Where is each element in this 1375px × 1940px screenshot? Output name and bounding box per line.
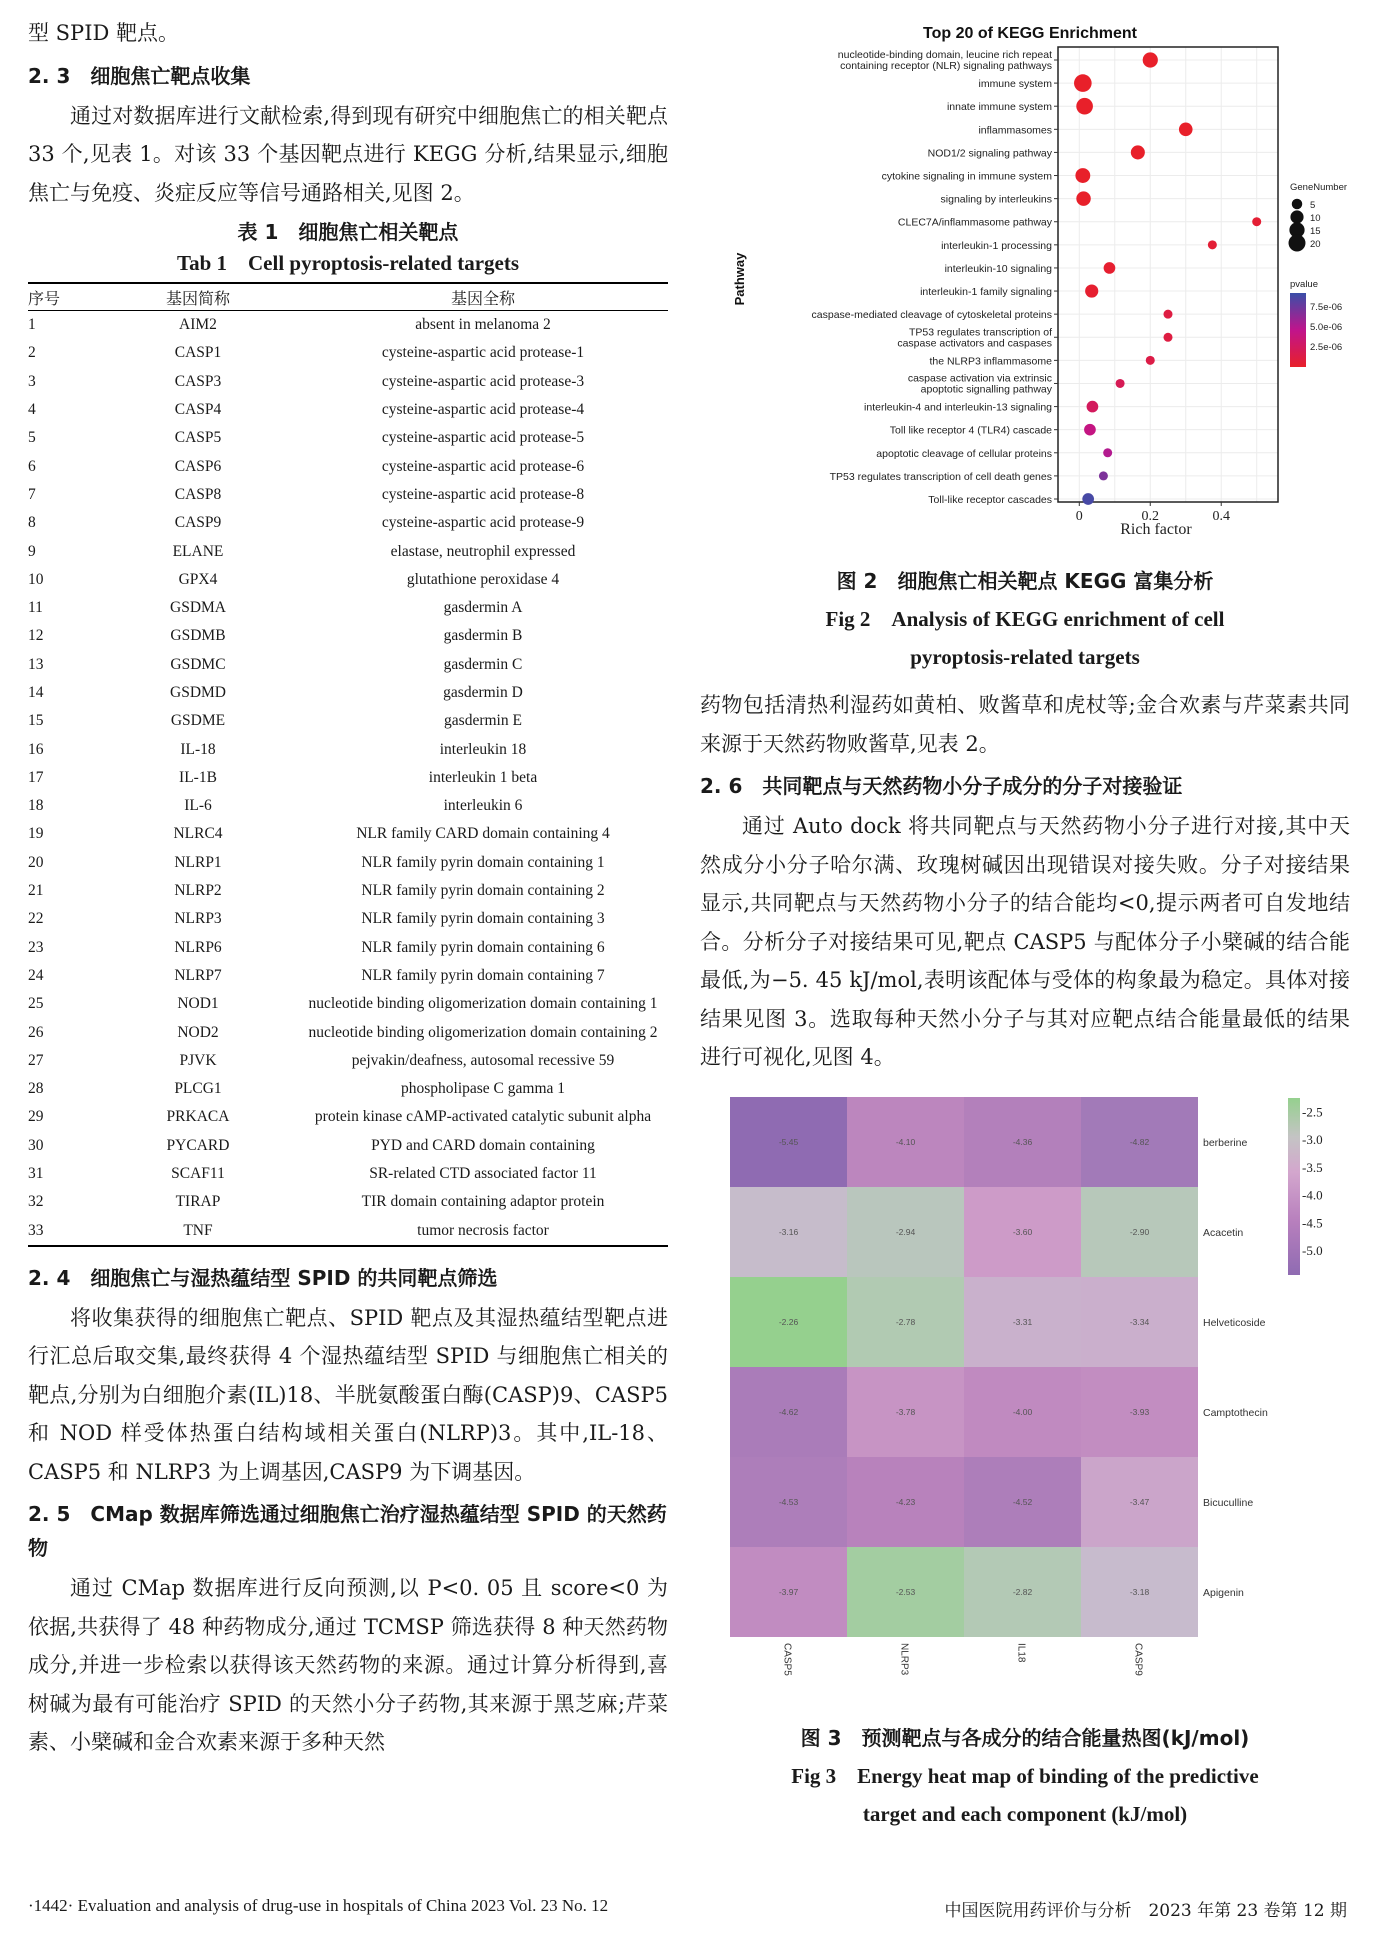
pathway-label: caspase activators and caspases: [897, 337, 1052, 350]
cell-gene-abbr: NLRP7: [174, 966, 222, 984]
cell-gene-fullname: glutathione peroxidase 4: [406, 570, 560, 588]
table-row: [28, 1217, 668, 1246]
fig3-caption-cn: 图 3 预测靶点与各成分的结合能量热图(kJ/mol): [800, 1725, 1250, 1750]
cell-gene-abbr: CASP9: [174, 514, 222, 532]
cell-gene-fullname: nucleotide binding oligomerization domain containing 1: [308, 995, 658, 1013]
pathway-label: apoptotic cleavage of cellular proteins: [876, 447, 1052, 460]
data-point: [1252, 217, 1261, 226]
cell-value-label: -2.90: [1129, 1226, 1150, 1237]
cell-value-label: -4.23: [895, 1496, 916, 1507]
colorbar-ticks: [1302, 1104, 1323, 1258]
cell-gene-abbr: GSDMB: [170, 627, 226, 645]
pathway-label: interleukin-1 processing: [941, 239, 1052, 252]
cell-gene-fullname: gasdermin E: [444, 712, 522, 730]
cell-value-label: -2.78: [895, 1316, 916, 1327]
data-point: [1131, 145, 1145, 159]
cell-gene-abbr: ELANE: [172, 542, 224, 560]
cell-gene-fullname: cysteine-aspartic acid protease-3: [381, 372, 585, 390]
cell-index: 26: [28, 1023, 44, 1041]
cell-index: 25: [28, 995, 44, 1013]
cell-value-label: -4.52: [1012, 1496, 1033, 1507]
cell-index: 3: [28, 372, 36, 390]
table-row: [28, 1160, 668, 1188]
pathway-label: innate immune system: [946, 101, 1052, 114]
cell-gene-abbr: PRKACA: [166, 1108, 230, 1126]
table-row: [28, 934, 668, 962]
cell-value-label: -5.45: [778, 1136, 799, 1147]
table-row: [28, 537, 668, 565]
pathway-label: interleukin-4 and interleukin-13 signaling: [864, 401, 1052, 414]
cell-gene-fullname: NLR family pyrin domain containing 6: [361, 938, 605, 956]
table-row: [28, 679, 668, 707]
pathway-label: nucleotide-binding domain, leucine rich repeat: [837, 49, 1052, 61]
table-body: [28, 311, 668, 1246]
cell-value-label: -4.10: [895, 1136, 916, 1147]
cell-value-label: -3.78: [895, 1406, 916, 1417]
cell-gene-fullname: phospholipase C gamma 1: [400, 1080, 566, 1098]
cell-gene-abbr: PLCG1: [174, 1080, 222, 1098]
pathway-label: cytokine signaling in immune system: [881, 170, 1052, 183]
cell-gene-fullname: SR-related CTD associated factor 11: [369, 1165, 597, 1183]
cell-value-label: -3.60: [1012, 1226, 1033, 1237]
table-1: [28, 282, 668, 1247]
data-point: [1208, 240, 1217, 249]
legend: [1289, 182, 1348, 367]
table-header-row: [28, 283, 668, 311]
cell-index: 2: [28, 344, 36, 362]
row-label: Acacetin: [1203, 1226, 1244, 1239]
cell-gene-abbr: PJVK: [179, 1051, 217, 1069]
fig3-caption-en-2: target and each component (kJ/mol): [862, 1801, 1188, 1826]
cell-value-label: -3.34: [1129, 1316, 1150, 1327]
data-point: [1076, 191, 1090, 205]
footer-journal-cn: 中国医院用药评价与分析 2023 年第 23 卷第 12 期: [944, 1901, 1347, 1921]
cell-index: 9: [28, 542, 36, 560]
size-legend-dot: [1292, 199, 1302, 209]
data-point: [1179, 123, 1193, 137]
data-point: [1104, 262, 1116, 274]
cell-gene-fullname: gasdermin D: [443, 684, 523, 701]
cell-gene-fullname: interleukin 18: [439, 740, 527, 758]
table-row: [28, 1047, 668, 1075]
data-point: [1076, 98, 1093, 115]
pathway-label: interleukin-1 family signaling: [920, 286, 1052, 299]
cell-gene-fullname: NLR family CARD domain containing 4: [356, 825, 610, 843]
cell-gene-abbr: NLRP1: [174, 853, 222, 871]
table-row: [28, 735, 668, 763]
table-row: [28, 594, 668, 622]
section-2-4-title: 2. 4 细胞焦亡与湿热蕴结型 SPID 的共同靶点筛选: [28, 1265, 498, 1290]
data-point: [1085, 284, 1098, 297]
header-index: 序号: [28, 283, 98, 311]
x-tick-label: 0.2: [1141, 509, 1160, 524]
row-label: Camptothecin: [1203, 1406, 1268, 1419]
cell-index: 14: [28, 684, 44, 701]
cell-index: 19: [28, 825, 44, 843]
cell-index: 28: [28, 1080, 44, 1098]
colorbar-tick-label: 7.5e-06: [1310, 302, 1343, 313]
cell-value-label: -2.53: [895, 1586, 916, 1597]
table-row: [28, 481, 668, 509]
pvalue-colorbar: [1290, 293, 1306, 367]
binding-energy-heatmap: [700, 1085, 1350, 1705]
cell-index: 15: [28, 712, 44, 730]
cell-value-label: -3.31: [1012, 1316, 1033, 1327]
column-labels: [782, 1643, 1144, 1676]
cell-gene-abbr: AIM2: [179, 316, 217, 334]
colorbar-tick-label: -2.5: [1302, 1103, 1323, 1119]
row-label: Bicuculline: [1203, 1496, 1254, 1509]
section-2-5-paragraph: 通过 CMap 数据库进行反向预测,以 P<0. 05 且 score<0 为依据,共获得了 48 种药物成分,通过 TCMSP 筛选获得 8 种天然药物成分,并进一步检索以获得该天然药物的来源。通过计算分析得到,喜树碱为最有可能治疗 SPID 的天然小分子药物,其来源于黑芝麻;芹菜素、小檗碱和金合欢素来源于多种天然: [28, 1576, 668, 1755]
cell-value-label: -3.47: [1129, 1496, 1150, 1507]
pathway-label: apoptotic signalling pathway: [920, 383, 1052, 396]
pathway-label: TP53 regulates transcription of cell death genes: [829, 470, 1052, 483]
row-label: berberine: [1203, 1136, 1248, 1149]
cell-gene-fullname: interleukin 1 beta: [428, 768, 538, 786]
section-2-6-title: 2. 6 共同靶点与天然药物小分子成分的分子对接验证: [700, 774, 1183, 798]
cell-gene-fullname: PYD and CARD domain containing: [371, 1136, 595, 1154]
column-label: IL18: [1015, 1642, 1027, 1662]
header-fullname: 基因全称: [298, 283, 668, 311]
cell-index: 31: [28, 1165, 44, 1183]
table-row: [28, 622, 668, 650]
colorbar-tick-label: 5.0e-06: [1310, 322, 1343, 333]
data-point: [1116, 379, 1125, 388]
fig2-caption-en-1: Fig 2 Analysis of KEGG enrichment of cell: [825, 607, 1225, 631]
cell-index: 29: [28, 1108, 44, 1126]
data-point: [1146, 356, 1155, 365]
table-row: [28, 849, 668, 877]
data-point: [1103, 448, 1112, 457]
pathway-label: interleukin-10 signaling: [944, 262, 1052, 275]
cell-index: 7: [28, 485, 36, 503]
cell-index: 18: [28, 797, 44, 815]
table-row: [28, 962, 668, 990]
table-row: [28, 651, 668, 679]
cell-gene-fullname: pejvakin/deafness, autosomal recessive 59: [351, 1051, 615, 1069]
section-2-5-title: 2. 5 CMap 数据库筛选通过细胞焦亡治疗湿热蕴结型 SPID 的天然药物: [28, 1502, 667, 1561]
cell-gene-abbr: CASP5: [174, 429, 222, 447]
cell-gene-fullname: NLR family pyrin domain containing 1: [361, 853, 605, 871]
cell-index: 10: [28, 570, 44, 588]
colorbar-tick-label: 2.5e-06: [1310, 342, 1343, 353]
cell-gene-abbr: GSDMD: [170, 684, 226, 701]
cell-gene-fullname: gasdermin A: [443, 599, 523, 617]
cell-index: 27: [28, 1051, 44, 1069]
cell-gene-fullname: protein kinase cAMP-activated catalytic subunit alpha: [314, 1108, 652, 1126]
cell-gene-abbr: GSDMC: [170, 655, 226, 673]
cell-index: 8: [28, 514, 36, 532]
cell-gene-abbr: CASP4: [174, 401, 222, 419]
colorbar-ticks: [1310, 302, 1342, 353]
cell-gene-abbr: TNF: [98, 1217, 298, 1246]
cell-value-label: -4.62: [778, 1406, 799, 1417]
size-legend-label: 10: [1310, 213, 1321, 224]
cell-index: 12: [28, 627, 44, 645]
chart-title: Top 20 of KEGG Enrichment: [923, 25, 1137, 42]
heatmap-colorbar: [1288, 1098, 1300, 1275]
cell-value-label: -4.00: [1012, 1406, 1033, 1417]
size-legend: [1289, 199, 1321, 252]
cell-gene-abbr: CASP1: [174, 344, 222, 362]
x-tick-label: 0: [1075, 509, 1083, 524]
cell-value-label: -2.26: [778, 1316, 799, 1327]
colorbar-tick-label: -4.0: [1302, 1187, 1323, 1203]
table-row: [28, 1188, 668, 1216]
pathway-label: containing receptor (NLR) signaling pathways: [840, 60, 1052, 72]
table-row: [28, 820, 668, 848]
cell-gene-abbr: IL-18: [180, 740, 216, 758]
cell-index: 32: [28, 1193, 44, 1211]
table-row: [28, 905, 668, 933]
cell-gene-fullname: cysteine-aspartic acid protease-1: [381, 344, 585, 362]
pathway-label: CLEC7A/inflammasome pathway: [897, 216, 1052, 229]
cell-value-label: -3.97: [778, 1586, 799, 1597]
table-row: [28, 509, 668, 537]
cell-gene-abbr: GPX4: [178, 570, 218, 588]
cell-gene-abbr: IL-1B: [179, 768, 217, 786]
cell-gene-abbr: GSDMA: [170, 599, 226, 617]
header-abbr: 基因简称: [98, 283, 298, 311]
intro-text: 型 SPID 靶点。: [28, 21, 179, 45]
table-row: [28, 877, 668, 905]
pathway-labels: [812, 49, 1058, 506]
data-point: [1084, 424, 1096, 436]
cell-index: 11: [28, 599, 43, 617]
data-point: [1075, 168, 1090, 183]
fig2-caption-en-2: pyroptosis-related targets: [910, 645, 1140, 669]
cell-index: 24: [28, 966, 44, 984]
cell-value-label: -3.18: [1129, 1586, 1150, 1597]
pathway-label: caspase-mediated cleavage of cytoskeletal proteins: [811, 309, 1052, 322]
table-row: [28, 424, 668, 452]
legend-color-title: pvalue: [1290, 279, 1318, 290]
cell-gene-fullname: nucleotide binding oligomerization domain containing 2: [308, 1023, 658, 1041]
cell-value-label: -2.94: [895, 1226, 916, 1237]
column-label: NLRP3: [898, 1642, 910, 1675]
kegg-enrichment-chart: [700, 14, 1350, 544]
pathway-label: caspase activation via extrinsic: [907, 372, 1052, 385]
table-row: [28, 1075, 668, 1103]
colorbar-tick-label: -5.0: [1302, 1242, 1323, 1258]
data-points: [1074, 52, 1261, 504]
cell-index: 30: [28, 1136, 44, 1154]
pathway-label: Toll-like receptor cascades: [928, 494, 1052, 506]
cell-gene-abbr: IL-6: [184, 797, 212, 815]
size-legend-label: 15: [1310, 226, 1321, 237]
cell-gene-fullname: interleukin 6: [443, 797, 523, 815]
x-axis-label: Rich factor: [1120, 521, 1192, 538]
data-point: [1143, 52, 1158, 67]
pathway-label: Toll like receptor 4 (TLR4) cascade: [889, 424, 1052, 437]
column-label: CASP5: [781, 1642, 793, 1676]
cell-gene-abbr: PYCARD: [166, 1136, 230, 1154]
cell-value-label: -2.82: [1012, 1586, 1033, 1597]
table-row: [28, 368, 668, 396]
cell-gene-fullname: cysteine-aspartic acid protease-6: [381, 457, 585, 475]
cell-gene-abbr: NLRP6: [174, 938, 222, 956]
cell-index: 23: [28, 938, 44, 956]
left-column: [28, 14, 668, 1762]
table-row: [28, 1132, 668, 1160]
cell-index: 33: [28, 1217, 98, 1246]
cell-index: 6: [28, 457, 36, 475]
section-2-3-paragraph: 通过对数据库进行文献检索,得到现有研究中细胞焦亡的相关靶点 33 个,见表 1。对该 33 个基因靶点进行 KEGG 分析,结果显示,细胞焦亡与免疫、炎症反应等信号通路相关,见图 2。: [28, 103, 668, 205]
cell-index: 13: [28, 655, 44, 673]
data-point: [1099, 471, 1108, 480]
cell-gene-fullname: gasdermin C: [443, 655, 523, 673]
cell-gene-abbr: SCAF11: [171, 1165, 225, 1183]
cell-index: 16: [28, 740, 44, 758]
section-2-3-title: 2. 3 细胞焦亡靶点收集: [28, 63, 251, 88]
continued-paragraph: 药物包括清热利湿药如黄柏、败酱草和虎杖等;金合欢素与芹菜素共同来源于天然药物败酱草,见表 2。: [700, 693, 1350, 756]
table1-caption-cn: 表 1 细胞焦亡相关靶点: [237, 220, 459, 244]
pathway-label: the NLRP3 inflammasome: [929, 355, 1052, 368]
table-row: [28, 990, 668, 1018]
cell-gene-fullname: cysteine-aspartic acid protease-5: [381, 429, 585, 447]
cell-gene-abbr: NOD1: [177, 995, 219, 1013]
data-point: [1163, 310, 1172, 319]
colorbar-tick-label: -3.5: [1302, 1159, 1323, 1175]
cell-gene-abbr: TIRAP: [175, 1193, 221, 1211]
size-legend-dot: [1289, 235, 1306, 252]
cell-gene-abbr: CASP8: [174, 485, 222, 503]
cell-value-label: -3.93: [1129, 1406, 1150, 1417]
table-row: [28, 1018, 668, 1046]
cell-gene-fullname: cysteine-aspartic acid protease-4: [381, 401, 585, 419]
column-label: CASP9: [1132, 1642, 1144, 1676]
pathway-label: NOD1/2 signaling pathway: [927, 147, 1052, 160]
table1-caption-en: Tab 1 Cell pyroptosis-related targets: [176, 251, 520, 275]
cell-index: 20: [28, 853, 44, 871]
cell-gene-fullname: NLR family pyrin domain containing 3: [361, 910, 605, 928]
size-legend-label: 5: [1310, 200, 1316, 211]
cell-gene-fullname: NLR family pyrin domain containing 7: [361, 966, 605, 984]
size-legend-label: 20: [1310, 239, 1321, 250]
data-point: [1163, 333, 1172, 342]
data-point: [1087, 401, 1099, 413]
cell-gene-abbr: NLRP3: [174, 910, 222, 928]
table-row: [28, 707, 668, 735]
cell-gene-fullname: elastase, neutrophil expressed: [390, 542, 576, 560]
data-point: [1074, 74, 1092, 92]
table-row: [28, 792, 668, 820]
cell-value-label: -4.82: [1129, 1136, 1150, 1147]
cell-gene-abbr: GSDME: [170, 712, 226, 730]
cell-gene-abbr: NLRP2: [174, 882, 222, 900]
section-2-4-paragraph: 将收集获得的细胞焦亡靶点、SPID 靶点及其湿热蕴结型靶点进行汇总后取交集,最终获得 4 个湿热蕴结型 SPID 与细胞焦亡相关的靶点,分别为白细胞介素(IL)18、半胱氨酸蛋白酶(CASP)9、CASP5 和 NOD 样受体热蛋白结构域相关蛋白(NLRP)3。其中,IL-18、CASP5 和 NLRP3 为上调基因,CASP9 为下调基因。: [28, 1305, 668, 1484]
cell-gene-abbr: NOD2: [177, 1023, 219, 1041]
cell-index: 5: [28, 429, 36, 447]
cell-value-label: -4.36: [1012, 1136, 1033, 1147]
heatmap-cells: [730, 1097, 1198, 1637]
footer-journal-en: ·1442· Evaluation and analysis of drug-use in hospitals of China 2023 Vol. 23 No. 12: [28, 1896, 609, 1915]
cell-gene-fullname: cysteine-aspartic acid protease-8: [381, 485, 585, 503]
cell-index: 21: [28, 882, 44, 900]
table-row: [28, 396, 668, 424]
cell-value-label: -4.53: [778, 1496, 799, 1507]
right-column: [700, 14, 1350, 1833]
pathway-label: inflammasomes: [978, 124, 1052, 137]
data-point: [1082, 493, 1094, 505]
cell-gene-fullname: tumor necrosis factor: [298, 1217, 668, 1246]
size-legend-dot: [1290, 210, 1303, 223]
fig3-caption-en-1: Fig 3 Energy heat map of binding of the predictive: [791, 1763, 1259, 1788]
table-row: [28, 764, 668, 792]
cell-index: 17: [28, 768, 44, 786]
table-row: [28, 311, 668, 340]
cell-gene-abbr: CASP6: [174, 457, 222, 475]
fig2-caption-cn: 图 2 细胞焦亡相关靶点 KEGG 富集分析: [836, 569, 1214, 593]
colorbar-tick-label: -4.5: [1302, 1214, 1323, 1230]
cell-value-label: -3.16: [778, 1226, 799, 1237]
table-row: [28, 1103, 668, 1131]
y-axis-label: Pathway: [732, 252, 747, 306]
cell-gene-abbr: NLRC4: [173, 825, 223, 843]
pathway-label: signaling by interleukins: [940, 193, 1052, 206]
cell-gene-fullname: NLR family pyrin domain containing 2: [361, 882, 605, 900]
pathway-label: TP53 regulates transcription of: [909, 326, 1052, 339]
table-row: [28, 339, 668, 367]
cell-gene-abbr: CASP3: [174, 372, 222, 390]
table-row: [28, 566, 668, 594]
cell-gene-fullname: TIR domain containing adaptor protein: [361, 1193, 605, 1211]
cell-index: 22: [28, 910, 44, 928]
row-labels: [1203, 1137, 1268, 1599]
table-row: [28, 452, 668, 480]
legend-size-title: GeneNumber: [1290, 182, 1348, 193]
cell-gene-fullname: cysteine-aspartic acid protease-9: [381, 514, 585, 532]
row-label: Apigenin: [1203, 1586, 1244, 1599]
cell-gene-fullname: gasdermin B: [443, 627, 523, 645]
colorbar-tick-label: -3.0: [1302, 1131, 1323, 1147]
cell-gene-fullname: absent in melanoma 2: [415, 316, 551, 334]
cell-index: 1: [28, 316, 36, 334]
cell-index: 4: [28, 401, 36, 419]
section-2-6-paragraph: 通过 Auto dock 将共同靶点与天然药物小分子进行对接,其中天然成分小分子哈尔满、玫瑰树碱因出现错误对接失败。分子对接结果显示,共同靶点与天然药物小分子的结合能均<0,提示两者可自发地结合。分析分子对接结果可见,靶点 CASP5 与配体分子小檗碱的结合能最低,为−5. 45 kJ/mol,表明该配体与受体的构象最为稳定。具体对接结果见图 3。选取每种天然小分子与其对应靶点结合能量最低的结果进行可视化,见图 4。: [700, 814, 1350, 1069]
pathway-label: immune system: [978, 78, 1052, 91]
x-tick-label: 0.4: [1212, 509, 1230, 524]
row-label: Helveticoside: [1203, 1316, 1266, 1329]
